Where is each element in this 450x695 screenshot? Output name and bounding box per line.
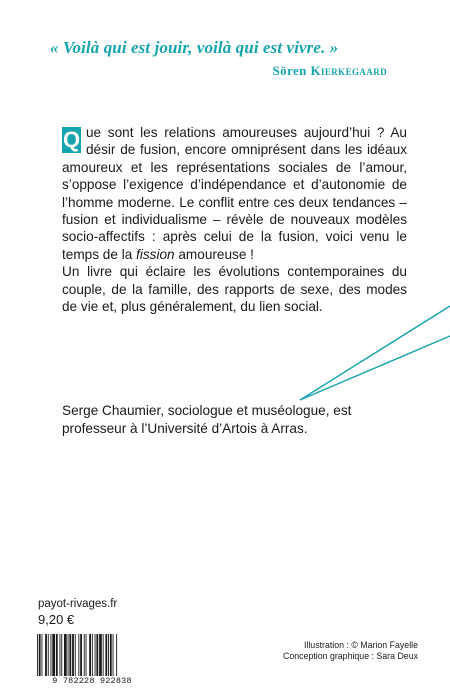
barcode-bars bbox=[34, 634, 150, 678]
blurb-p1-start: ue sont les relations amoureuses aujourd’hui ? Au désir de fusion, encore omniprésent dans les idéaux amoureux et les représentations sociales de l’amour, s’oppose l’exigence d’indépendance et d’autonomie de l’homme moderne. Le conflit entre ces deux tendances – fusion et individualisme – révèle de nouveaux modèles socio-affectifs : après celui de la fusion, voici venu le temps de la bbox=[62, 125, 407, 262]
barcode-number: 9 782228 922838 bbox=[34, 676, 150, 686]
barcode-bar bbox=[64, 634, 67, 678]
publisher-website: payot-rivages.fr bbox=[38, 598, 118, 610]
credits bbox=[283, 640, 418, 662]
blurb-paragraph-1 bbox=[62, 124, 407, 263]
barcode-bar bbox=[78, 634, 79, 678]
barcode-bar bbox=[99, 634, 102, 678]
barcode-bar bbox=[45, 634, 47, 678]
blurb-p1-end: amoureuse ! bbox=[174, 246, 254, 262]
credit-design: Conception graphique : Sara Deux bbox=[283, 651, 418, 661]
barcode-bar bbox=[86, 634, 87, 678]
barcode-bar bbox=[69, 634, 71, 678]
barcode-bar bbox=[95, 634, 96, 678]
isbn-barcode bbox=[34, 634, 150, 686]
barcode-bar bbox=[39, 634, 41, 678]
epigraph-quote bbox=[50, 38, 410, 79]
blurb-text bbox=[62, 124, 407, 315]
credit-illustration: Illustration : © Marion Fayelle bbox=[303, 640, 418, 650]
barcode-bar bbox=[68, 634, 69, 678]
quote-author-last: Kierkegaard bbox=[310, 63, 387, 78]
barcode-bar bbox=[103, 634, 104, 678]
barcode-bar bbox=[48, 634, 49, 678]
barcode-bar bbox=[75, 634, 76, 678]
dropcap-letter: Q bbox=[62, 127, 81, 152]
barcode-bar bbox=[72, 634, 74, 678]
barcode-bar bbox=[116, 634, 117, 678]
blurb-paragraph-2: Un livre qui éclaire les évolutions contemporaines du couple, de la famille, des rapports de sexe, des modes de vie et, plus généralement, du lien social. bbox=[62, 264, 407, 315]
barcode-bar bbox=[56, 634, 58, 678]
barcode-bar bbox=[92, 634, 93, 678]
barcode-bar bbox=[96, 634, 98, 678]
barcode-bar bbox=[80, 634, 82, 678]
barcode-bar bbox=[51, 634, 52, 678]
blurb-p1-emphasis: fission bbox=[136, 246, 175, 262]
barcode-bar bbox=[105, 634, 107, 678]
barcode-bar bbox=[52, 634, 55, 678]
barcode-bar bbox=[108, 634, 109, 678]
barcode-bar bbox=[61, 634, 62, 678]
barcode-bar bbox=[42, 634, 43, 678]
barcode-bar bbox=[110, 634, 112, 678]
quote-author-first: Sören bbox=[272, 63, 307, 78]
barcode-bar bbox=[60, 634, 61, 678]
barcode-bar bbox=[89, 634, 91, 678]
barcode-bar bbox=[37, 634, 38, 678]
barcode-bar bbox=[84, 634, 85, 678]
quote-text: « Voilà qui est jouir, voilà qui est vivre. » bbox=[50, 38, 339, 57]
barcode-bar bbox=[113, 634, 114, 678]
quote-author bbox=[50, 63, 410, 79]
author-bio: Serge Chaumier, sociologue et muséologue, est professeur à l’Université d’Artois à Arras. bbox=[62, 403, 352, 436]
price: 9,20 € bbox=[38, 612, 75, 627]
